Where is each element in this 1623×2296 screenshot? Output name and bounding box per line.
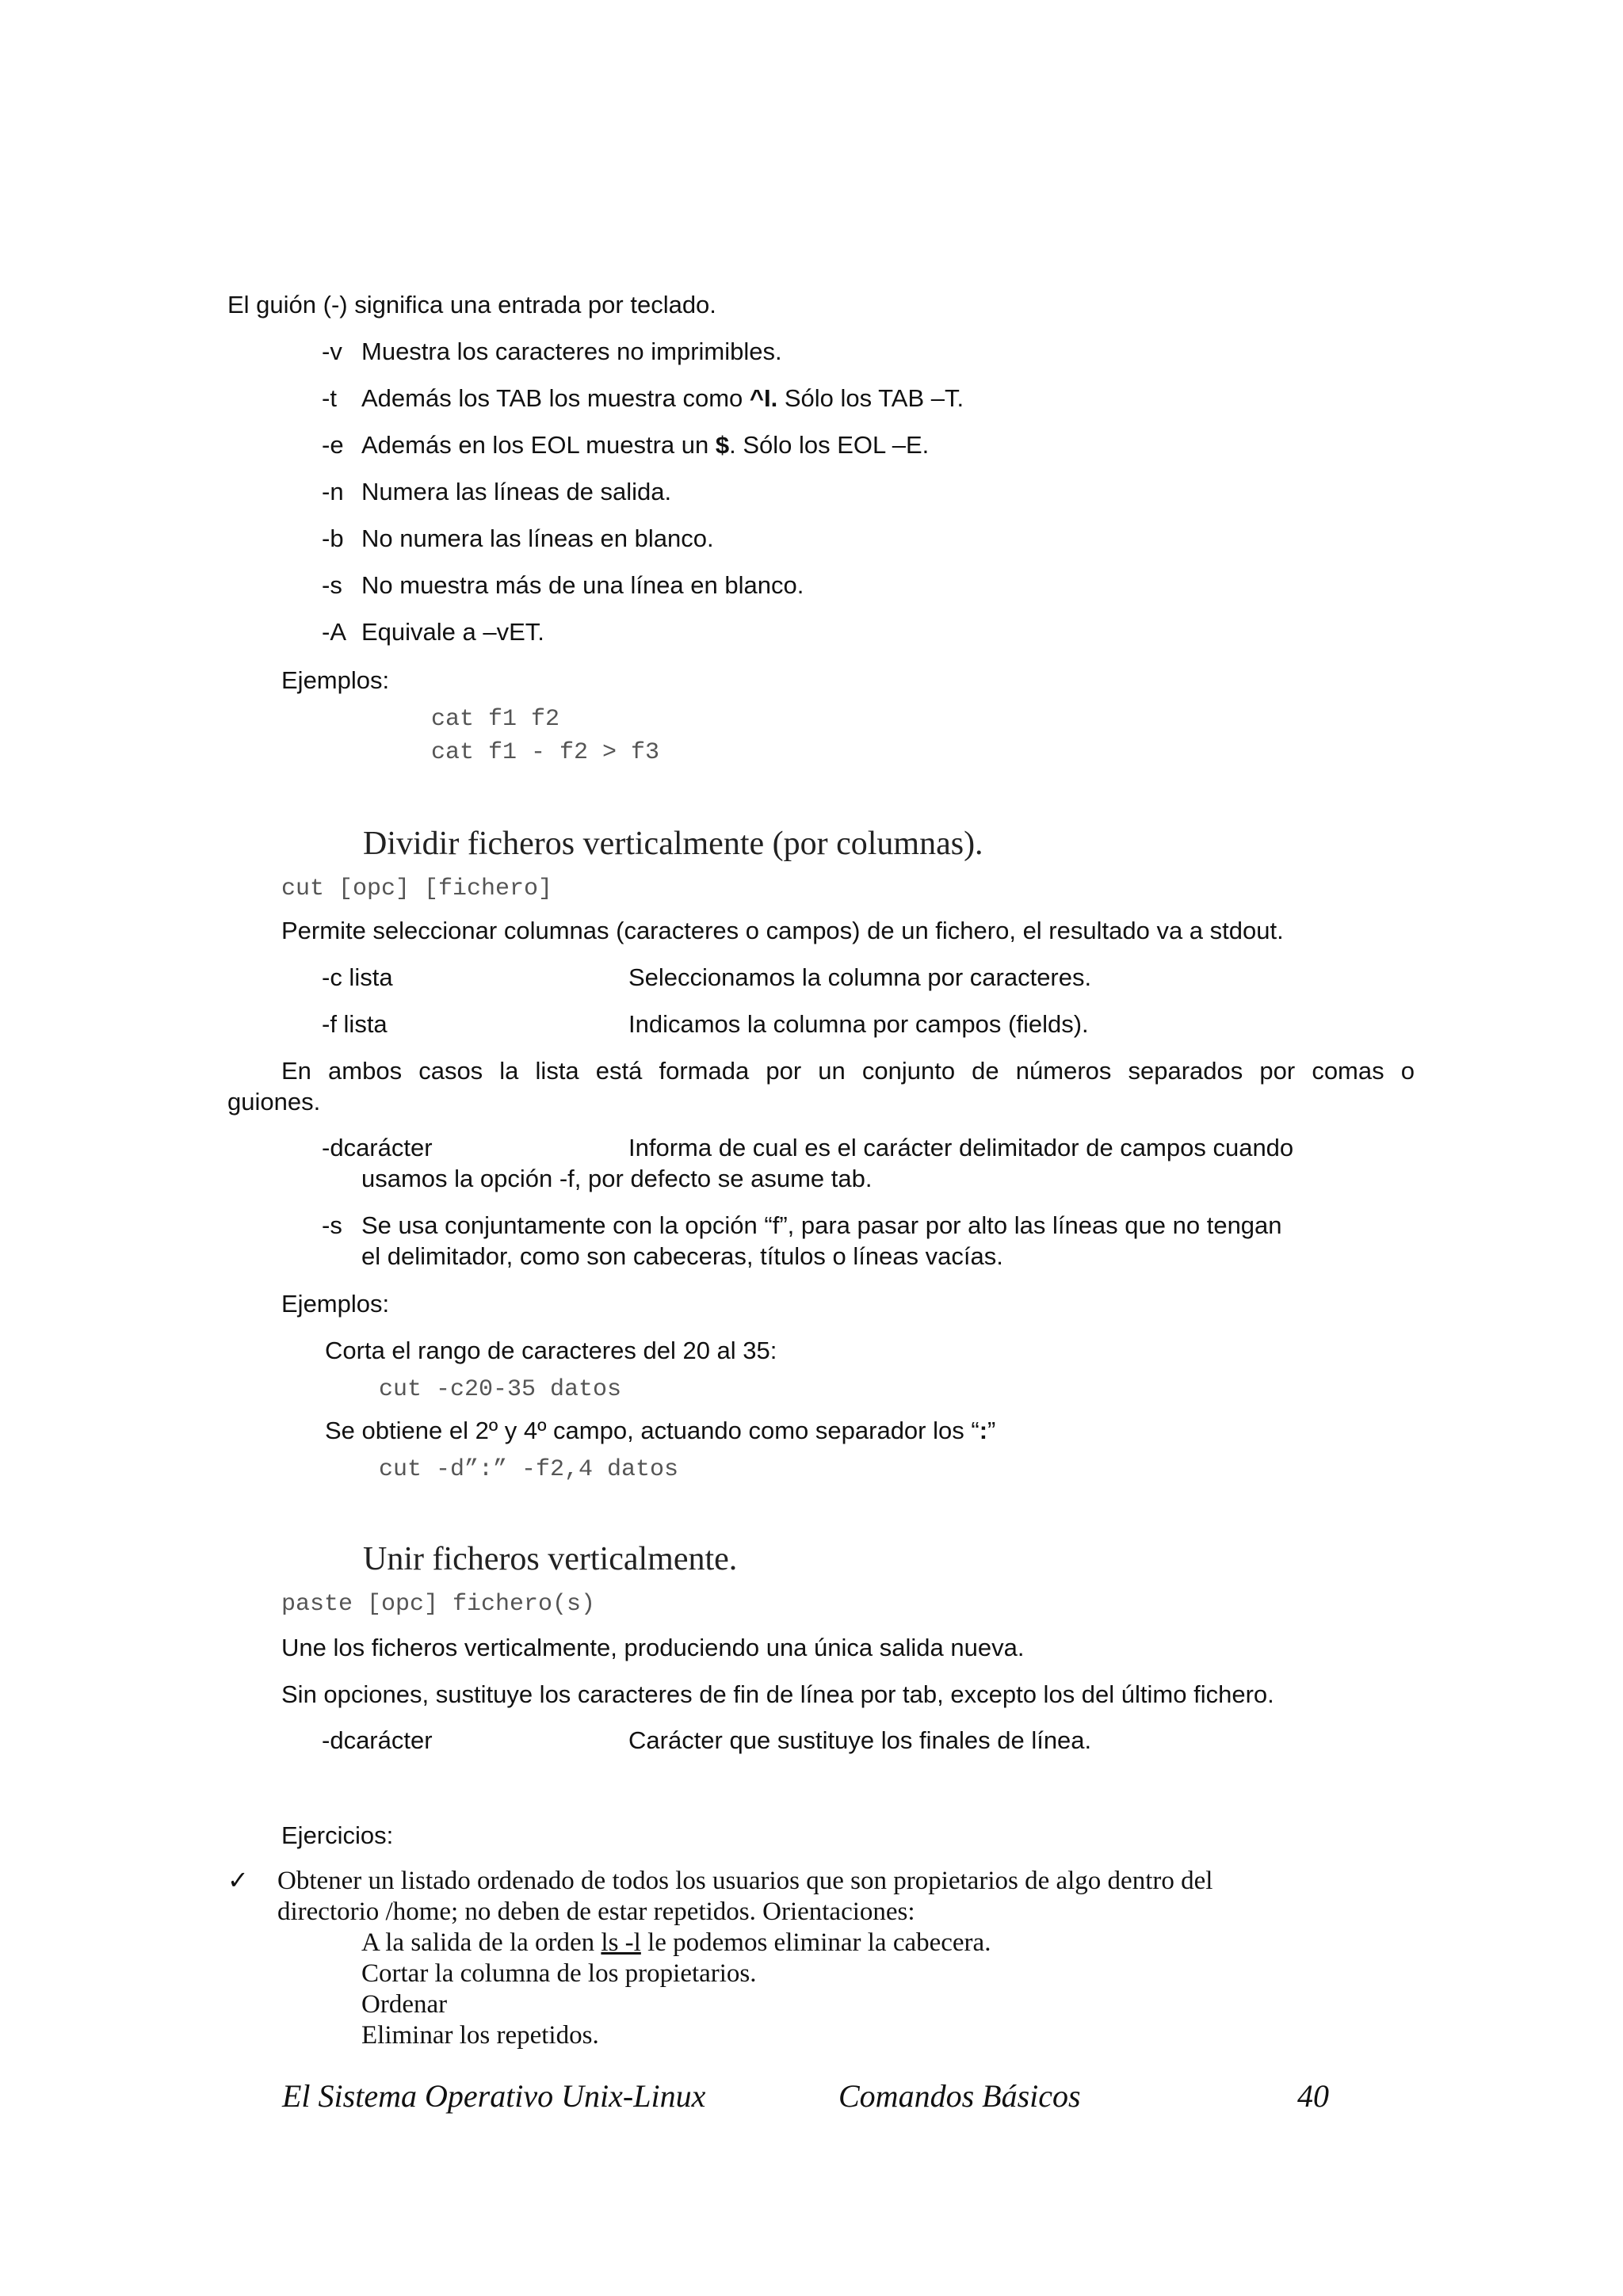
option-desc: No muestra más de una línea en blanco. bbox=[361, 571, 804, 599]
code-line: cut -d”:” -f2,4 datos bbox=[379, 1456, 679, 1483]
option-flag: -e bbox=[322, 431, 344, 459]
option-flag: -v bbox=[322, 338, 342, 365]
checkmark-icon: ✓ bbox=[227, 1866, 249, 1894]
note-line: guiones. bbox=[227, 1088, 321, 1116]
section-description: Une los ficheros verticalmente, produciendo una única salida nueva. bbox=[281, 1634, 1025, 1661]
option-flag: -b bbox=[322, 524, 344, 552]
option-flag: -s bbox=[322, 1211, 342, 1239]
option-flag: -dcarácter bbox=[322, 1134, 433, 1161]
examples-label: Ejemplos: bbox=[281, 1290, 390, 1318]
option-desc: Además en los EOL muestra un $. Sólo los EOL –E. bbox=[361, 431, 930, 459]
footer-book-title: El Sistema Operativo Unix-Linux bbox=[282, 2078, 706, 2114]
option-desc: Informa de cual es el carácter delimitador de campos cuando bbox=[628, 1134, 1294, 1161]
option-desc: Además los TAB los muestra como ^I. Sólo los TAB –T. bbox=[361, 384, 964, 412]
option-desc: el delimitador, como son cabeceras, títulos o líneas vacías. bbox=[361, 1242, 1003, 1270]
option-flag: -t bbox=[322, 384, 337, 412]
option-desc: Seleccionamos la columna por caracteres. bbox=[628, 963, 1092, 991]
option-flag: -c lista bbox=[322, 963, 393, 991]
footer-page-number: 40 bbox=[1297, 2078, 1329, 2114]
exercise-step: Eliminar los repetidos. bbox=[361, 2021, 599, 2050]
code-line: cat f1 f2 bbox=[431, 706, 560, 733]
note-line: En ambos casos la lista está formada por un conjunto de números separados por comas o bbox=[281, 1057, 1415, 1085]
option-flag: -A bbox=[322, 618, 346, 646]
examples-label: Ejemplos: bbox=[281, 666, 390, 694]
option-desc: Equivale a –vET. bbox=[361, 618, 544, 646]
code-line: cat f1 - f2 > f3 bbox=[431, 739, 660, 766]
option-desc: Indicamos la columna por campos (fields). bbox=[628, 1010, 1089, 1038]
option-flag: -f lista bbox=[322, 1010, 388, 1038]
section-heading: Dividir ficheros verticalmente (por columnas). bbox=[363, 826, 983, 862]
option-flag: -s bbox=[322, 571, 342, 599]
section-description: Sin opciones, sustituye los caracteres de fin de línea por tab, excepto los del último fichero. bbox=[281, 1680, 1274, 1708]
command-syntax: cut [opc] [fichero] bbox=[281, 875, 553, 902]
option-flag: -n bbox=[322, 478, 344, 505]
command-syntax: paste [opc] fichero(s) bbox=[281, 1591, 596, 1618]
example-text: Se obtiene el 2º y 4º campo, actuando como separador los “:” bbox=[325, 1417, 996, 1444]
option-desc: No numera las líneas en blanco. bbox=[361, 524, 714, 552]
intro-text: El guión (-) significa una entrada por teclado. bbox=[227, 291, 716, 318]
exercises-label: Ejercicios: bbox=[281, 1821, 394, 1849]
option-desc: Muestra los caracteres no imprimibles. bbox=[361, 338, 782, 365]
option-desc: Numera las líneas de salida. bbox=[361, 478, 672, 505]
option-flag: -dcarácter bbox=[322, 1726, 433, 1754]
exercise-text: directorio /home; no deben de estar repetidos. Orientaciones: bbox=[277, 1897, 915, 1926]
example-text: Corta el rango de caracteres del 20 al 35: bbox=[325, 1337, 777, 1364]
exercise-step: A la salida de la orden ls -l le podemos eliminar la cabecera. bbox=[361, 1928, 991, 1957]
code-line: cut -c20-35 datos bbox=[379, 1376, 622, 1403]
exercise-text: Obtener un listado ordenado de todos los usuarios que son propietarios de algo dentro del bbox=[277, 1867, 1213, 1895]
section-heading: Unir ficheros verticalmente. bbox=[363, 1541, 738, 1577]
section-description: Permite seleccionar columnas (caracteres o campos) de un fichero, el resultado va a stdout. bbox=[281, 917, 1284, 944]
option-desc: Se usa conjuntamente con la opción “f”, para pasar por alto las líneas que no tengan bbox=[361, 1211, 1282, 1239]
exercise-step: Ordenar bbox=[361, 1990, 448, 2019]
option-desc: usamos la opción -f, por defecto se asume tab. bbox=[361, 1165, 873, 1192]
exercise-step: Cortar la columna de los propietarios. bbox=[361, 1959, 757, 1988]
option-desc: Carácter que sustituye los finales de línea. bbox=[628, 1726, 1092, 1754]
footer-chapter: Comandos Básicos bbox=[838, 2078, 1081, 2114]
